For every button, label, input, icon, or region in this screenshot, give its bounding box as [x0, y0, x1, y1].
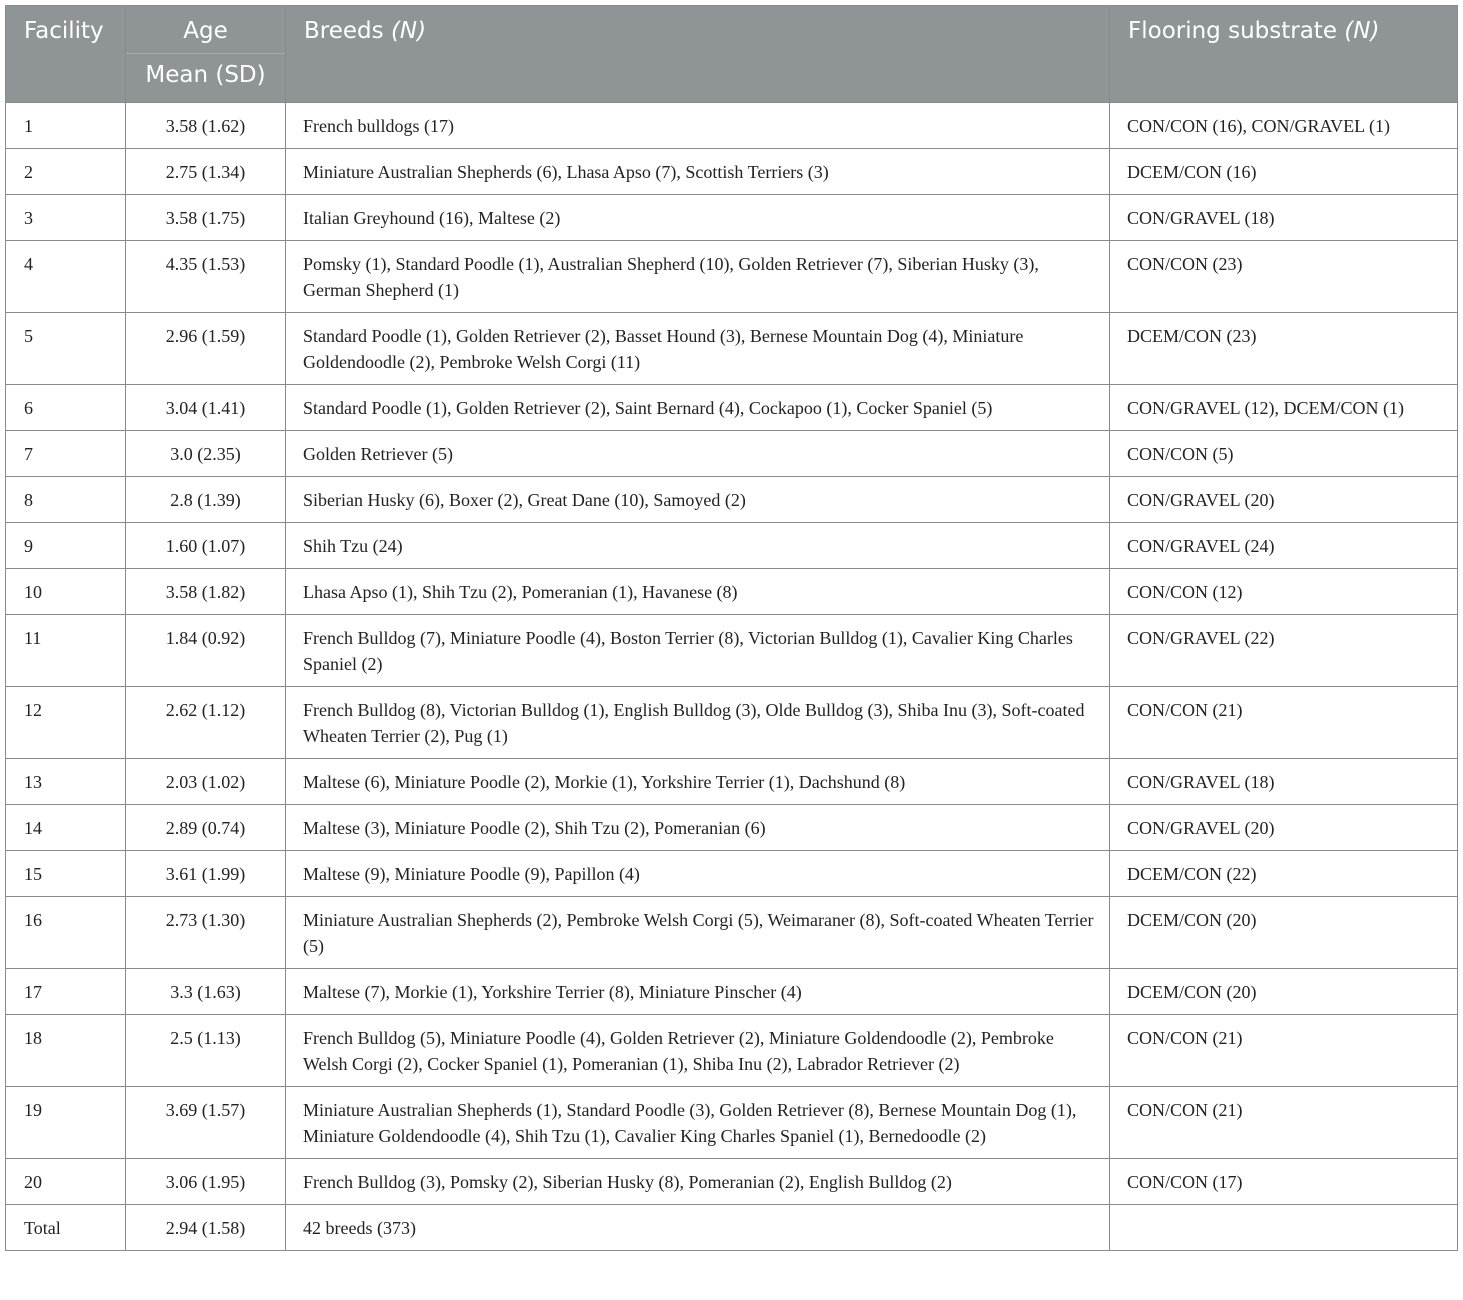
cell-age: 1.60 (1.07) — [126, 523, 286, 569]
cell-breeds: Miniature Australian Shepherds (2), Pembroke Welsh Corgi (5), Weimaraner (8), Soft-coated Wheaten Terrier (5) — [286, 897, 1110, 969]
cell-facility: 19 — [6, 1087, 126, 1159]
cell-flooring: CON/GRAVEL (18) — [1110, 759, 1458, 805]
cell-facility: 1 — [6, 103, 126, 149]
table-row — [6, 103, 1458, 149]
header-flooring-n: (N) — [1344, 18, 1380, 44]
cell-flooring: CON/CON (5) — [1110, 431, 1458, 477]
cell-age: 3.0 (2.35) — [126, 431, 286, 477]
cell-flooring: CON/CON (23) — [1110, 241, 1458, 313]
table-row — [6, 313, 1458, 385]
cell-flooring: CON/GRAVEL (22) — [1110, 615, 1458, 687]
cell-flooring: DCEM/CON (22) — [1110, 851, 1458, 897]
cell-age: 2.75 (1.34) — [126, 149, 286, 195]
cell-age: 2.73 (1.30) — [126, 897, 286, 969]
cell-age: 2.03 (1.02) — [126, 759, 286, 805]
header-age-label: Age — [183, 18, 228, 44]
table-row — [6, 1087, 1458, 1159]
facility-breeds-table — [5, 5, 1458, 1251]
cell-breeds: French Bulldog (8), Victorian Bulldog (1), English Bulldog (3), Olde Bulldog (3), Shiba Inu (3), Soft-coated Wheaten Terrier (2), Pug (1) — [286, 687, 1110, 759]
cell-age: 1.84 (0.92) — [126, 615, 286, 687]
header-facility: Facility — [6, 6, 126, 103]
table-row — [6, 523, 1458, 569]
cell-age: 2.96 (1.59) — [126, 313, 286, 385]
table-row — [6, 1159, 1458, 1205]
cell-breeds: Maltese (7), Morkie (1), Yorkshire Terrier (8), Miniature Pinscher (4) — [286, 969, 1110, 1015]
cell-breeds: Standard Poodle (1), Golden Retriever (2), Basset Hound (3), Bernese Mountain Dog (4), Miniature Goldendoodle (2), Pembroke Welsh Corgi (11) — [286, 313, 1110, 385]
table-row — [6, 615, 1458, 687]
cell-age: 3.3 (1.63) — [126, 969, 286, 1015]
table-row — [6, 969, 1458, 1015]
cell-breeds: French Bulldog (7), Miniature Poodle (4), Boston Terrier (8), Victorian Bulldog (1), Cavalier King Charles Spaniel (2) — [286, 615, 1110, 687]
cell-facility: 4 — [6, 241, 126, 313]
cell-breeds: French bulldogs (17) — [286, 103, 1110, 149]
cell-facility-total: Total — [6, 1205, 126, 1251]
cell-facility: 2 — [6, 149, 126, 195]
table-row-total — [6, 1205, 1458, 1251]
header-age-sub: Mean (SD) — [126, 53, 285, 97]
cell-flooring: CON/CON (12) — [1110, 569, 1458, 615]
cell-breeds: Pomsky (1), Standard Poodle (1), Australian Shepherd (10), Golden Retriever (7), Siberian Husky (3), German Shepherd (1) — [286, 241, 1110, 313]
cell-breeds: Maltese (9), Miniature Poodle (9), Papillon (4) — [286, 851, 1110, 897]
table-row — [6, 687, 1458, 759]
header-breeds: Breeds (N) — [286, 6, 1110, 103]
cell-flooring: CON/CON (21) — [1110, 1015, 1458, 1087]
cell-flooring: DCEM/CON (20) — [1110, 897, 1458, 969]
cell-age: 2.8 (1.39) — [126, 477, 286, 523]
table-row — [6, 759, 1458, 805]
table-row — [6, 477, 1458, 523]
cell-flooring: CON/CON (16), CON/GRAVEL (1) — [1110, 103, 1458, 149]
cell-facility: 8 — [6, 477, 126, 523]
cell-flooring: DCEM/CON (23) — [1110, 313, 1458, 385]
table-row — [6, 569, 1458, 615]
cell-breeds: French Bulldog (5), Miniature Poodle (4), Golden Retriever (2), Miniature Goldendoodle (2), Pembroke Welsh Corgi (2), Cocker Spaniel (1), Pomeranian (1), Shiba Inu (2), Labrador Retriever (2) — [286, 1015, 1110, 1087]
cell-breeds: Maltese (6), Miniature Poodle (2), Morkie (1), Yorkshire Terrier (1), Dachshund (8) — [286, 759, 1110, 805]
cell-flooring: CON/GRAVEL (12), DCEM/CON (1) — [1110, 385, 1458, 431]
cell-breeds: Shih Tzu (24) — [286, 523, 1110, 569]
cell-flooring: CON/CON (21) — [1110, 687, 1458, 759]
cell-facility: 5 — [6, 313, 126, 385]
cell-flooring: CON/GRAVEL (18) — [1110, 195, 1458, 241]
cell-breeds: Lhasa Apso (1), Shih Tzu (2), Pomeranian (1), Havanese (8) — [286, 569, 1110, 615]
cell-age: 2.89 (0.74) — [126, 805, 286, 851]
cell-facility: 17 — [6, 969, 126, 1015]
cell-breeds: Siberian Husky (6), Boxer (2), Great Dane (10), Samoyed (2) — [286, 477, 1110, 523]
table-row — [6, 195, 1458, 241]
cell-flooring: DCEM/CON (16) — [1110, 149, 1458, 195]
cell-facility: 16 — [6, 897, 126, 969]
cell-flooring: CON/GRAVEL (20) — [1110, 477, 1458, 523]
cell-age: 3.58 (1.75) — [126, 195, 286, 241]
cell-flooring: CON/GRAVEL (20) — [1110, 805, 1458, 851]
table-row — [6, 1015, 1458, 1087]
cell-facility: 6 — [6, 385, 126, 431]
cell-flooring: CON/CON (21) — [1110, 1087, 1458, 1159]
cell-breeds: Miniature Australian Shepherds (1), Standard Poodle (3), Golden Retriever (8), Bernese Mountain Dog (1), Miniature Goldendoodle (4), Shih Tzu (1), Cavalier King Charles Spaniel (1), Bernedoodle (2) — [286, 1087, 1110, 1159]
cell-facility: 20 — [6, 1159, 126, 1205]
cell-age: 3.58 (1.62) — [126, 103, 286, 149]
table-row — [6, 241, 1458, 313]
cell-flooring: DCEM/CON (20) — [1110, 969, 1458, 1015]
table-header-row — [6, 6, 1458, 103]
cell-age: 3.04 (1.41) — [126, 385, 286, 431]
cell-breeds: Miniature Australian Shepherds (6), Lhasa Apso (7), Scottish Terriers (3) — [286, 149, 1110, 195]
cell-age: 3.06 (1.95) — [126, 1159, 286, 1205]
cell-breeds: Golden Retriever (5) — [286, 431, 1110, 477]
cell-facility: 3 — [6, 195, 126, 241]
cell-age: 3.69 (1.57) — [126, 1087, 286, 1159]
cell-breeds: Standard Poodle (1), Golden Retriever (2), Saint Bernard (4), Cockapoo (1), Cocker Spaniel (5) — [286, 385, 1110, 431]
cell-age-total: 2.94 (1.58) — [126, 1205, 286, 1251]
cell-age: 2.5 (1.13) — [126, 1015, 286, 1087]
table-row — [6, 431, 1458, 477]
cell-breeds: Maltese (3), Miniature Poodle (2), Shih Tzu (2), Pomeranian (6) — [286, 805, 1110, 851]
cell-facility: 13 — [6, 759, 126, 805]
cell-facility: 9 — [6, 523, 126, 569]
cell-age: 3.61 (1.99) — [126, 851, 286, 897]
cell-facility: 12 — [6, 687, 126, 759]
cell-breeds: French Bulldog (3), Pomsky (2), Siberian Husky (8), Pomeranian (2), English Bulldog (2) — [286, 1159, 1110, 1205]
cell-flooring: CON/CON (17) — [1110, 1159, 1458, 1205]
table-row — [6, 851, 1458, 897]
table-row — [6, 149, 1458, 195]
cell-facility: 18 — [6, 1015, 126, 1087]
header-flooring: Flooring substrate (N) — [1110, 6, 1458, 103]
header-age — [126, 6, 286, 103]
cell-facility: 10 — [6, 569, 126, 615]
cell-breeds-total: 42 breeds (373) — [286, 1205, 1110, 1251]
header-breeds-n: (N) — [390, 18, 427, 44]
cell-flooring-total — [1110, 1205, 1458, 1251]
cell-age: 2.62 (1.12) — [126, 687, 286, 759]
cell-breeds: Italian Greyhound (16), Maltese (2) — [286, 195, 1110, 241]
cell-flooring: CON/GRAVEL (24) — [1110, 523, 1458, 569]
table-row — [6, 805, 1458, 851]
cell-age: 3.58 (1.82) — [126, 569, 286, 615]
cell-age: 4.35 (1.53) — [126, 241, 286, 313]
table-row — [6, 385, 1458, 431]
cell-facility: 14 — [6, 805, 126, 851]
cell-facility: 15 — [6, 851, 126, 897]
table-row — [6, 897, 1458, 969]
cell-facility: 7 — [6, 431, 126, 477]
cell-facility: 11 — [6, 615, 126, 687]
